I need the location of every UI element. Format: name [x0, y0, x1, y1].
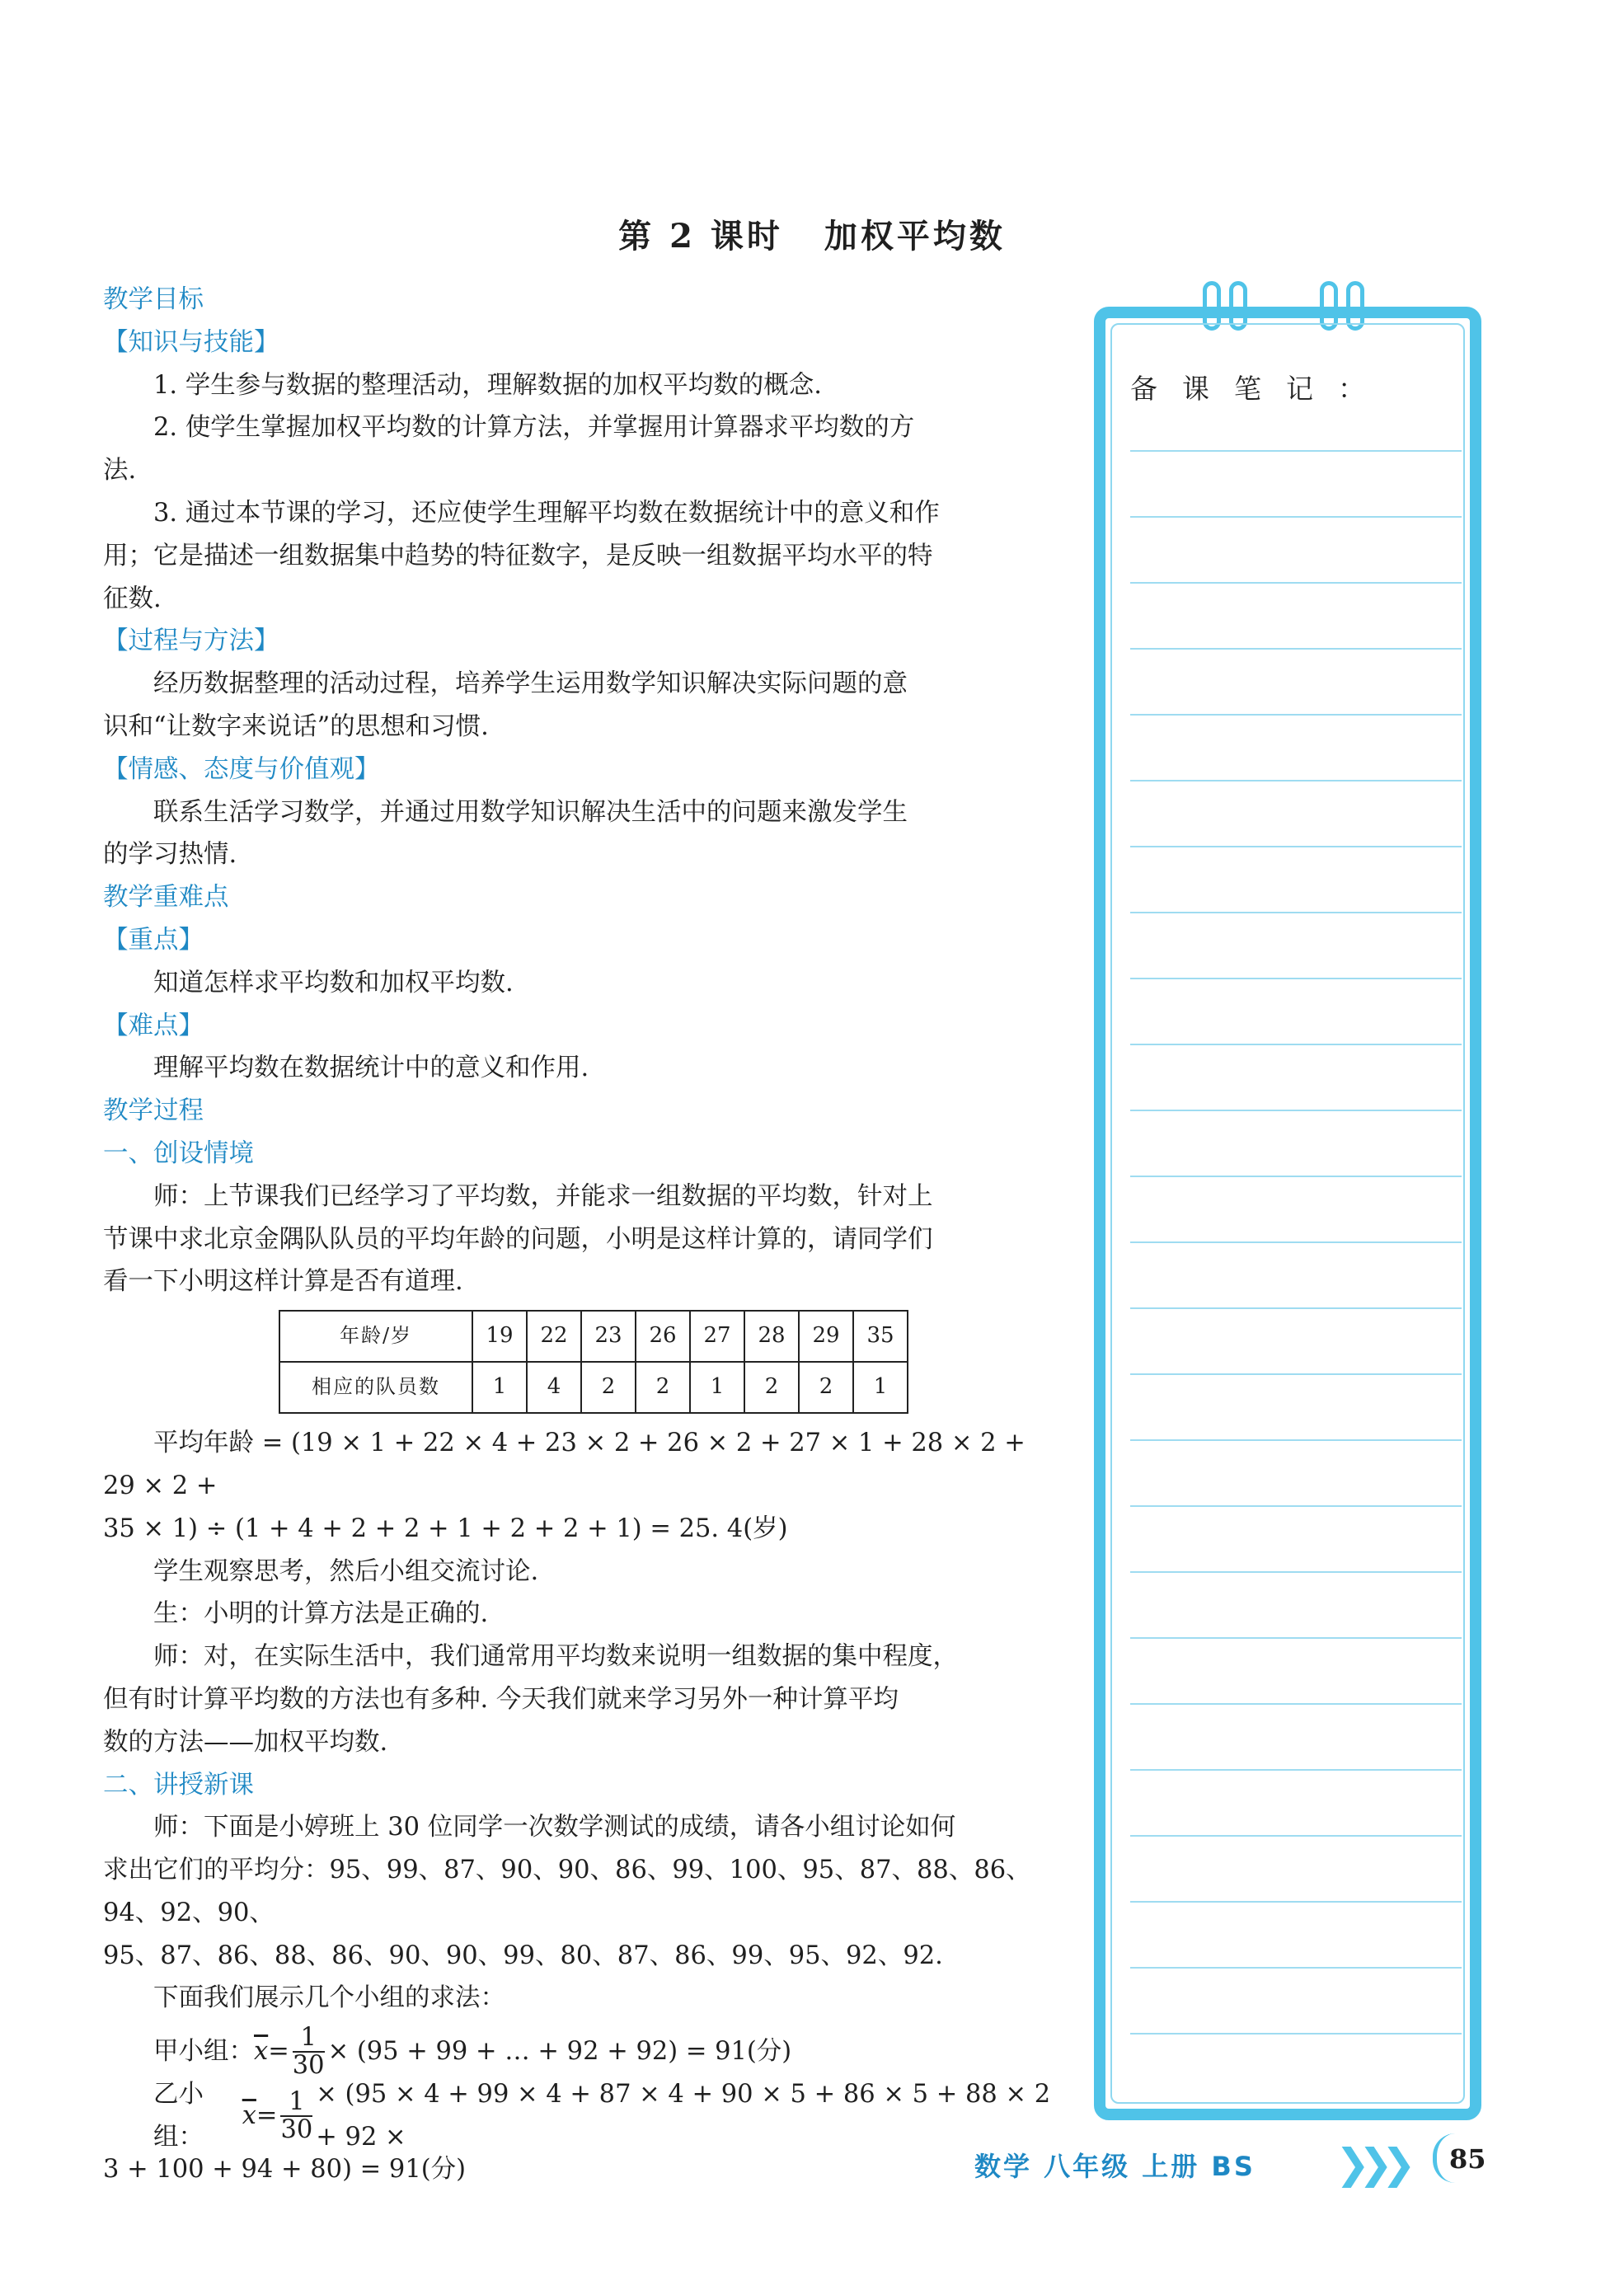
table-row — [279, 1362, 908, 1413]
paragraph: 师：上节课我们已经学习了平均数，并能求一组数据的平均数，针对上 — [153, 1181, 933, 1211]
paragraph: 经历数据整理的活动过程，培养学生运用数学知识解决实际问题的意 — [153, 669, 908, 699]
table-cell: 29 — [799, 1311, 853, 1362]
table-cell: 2 — [799, 1362, 853, 1413]
table-cell: 2 — [581, 1362, 636, 1413]
paragraph: 联系生活学习数学，并通过用数学知识解决生活中的问题来激发学生 — [153, 797, 908, 827]
lesson-number: 第 2 课时 — [618, 217, 783, 256]
ruled-line — [1130, 1373, 1462, 1375]
heading-section-1: 一、创设情境 — [103, 1138, 254, 1168]
equals-sign: = — [268, 2037, 289, 2067]
ruled-line — [1130, 450, 1462, 452]
ruled-line — [1130, 1307, 1462, 1309]
table-header-age: 年龄/岁 — [279, 1311, 472, 1362]
fraction — [280, 2089, 312, 2143]
heading-emotion: 【情感、态度与价值观】 — [103, 754, 380, 784]
table-cell: 1 — [472, 1362, 527, 1413]
age-table — [279, 1310, 908, 1414]
table-cell: 4 — [527, 1362, 581, 1413]
group-a-expression: × (95 + 99 + … + 92 + 92) = 91(分) — [327, 2037, 792, 2067]
equals-sign: = — [256, 2101, 278, 2131]
ruled-line — [1130, 648, 1462, 650]
ruled-line — [1130, 1505, 1462, 1507]
paragraph: 师：对，在实际生活中，我们通常用平均数来说明一组数据的集中程度， — [153, 1642, 958, 1672]
ruled-line — [1130, 1901, 1462, 1903]
formula-group-b-cont: 3 + 100 + 94 + 80) = 91(分) — [103, 2155, 467, 2185]
notes-label: 备课笔记： — [1130, 373, 1390, 405]
ruled-line — [1130, 1044, 1462, 1045]
group-b-label: 乙小组： — [153, 2080, 204, 2152]
ruled-line — [1130, 2033, 1462, 2035]
heading-process: 【过程与方法】 — [103, 627, 279, 656]
table-cell: 23 — [581, 1311, 636, 1362]
paragraph: 求出它们的平均分：95、99、87、90、90、86、99、100、95、87、88、86、94、92、90、 — [103, 1856, 1031, 1927]
table-cell: 2 — [636, 1362, 690, 1413]
paragraph: 看一下小明这样计算是否有道理. — [103, 1267, 463, 1297]
group-a-label: 甲小组： — [153, 2037, 254, 2067]
paragraph: 用；它是描述一组数据集中趋势的特征数字，是反映一组数据平均水平的特 — [103, 541, 933, 570]
lesson-notes-panel — [1094, 307, 1481, 2120]
fraction-numerator: 1 — [280, 2089, 312, 2117]
paragraph: 法. — [103, 456, 137, 486]
paragraph: 理解平均数在数据统计中的意义和作用. — [153, 1054, 589, 1083]
paragraph: 下面我们展示几个小组的求法： — [153, 1983, 505, 2013]
heading-knowledge: 【知识与技能】 — [103, 327, 279, 357]
formula-group-b — [103, 2080, 1051, 2152]
ruled-line — [1130, 1571, 1462, 1573]
table-row — [279, 1311, 908, 1362]
mean-symbol: $\overline{x}$ — [254, 2037, 269, 2067]
table-cell: 1 — [853, 1362, 908, 1413]
formula-average-age-cont: 35 × 1) ÷ (1 + 4 + 2 + 2 + 1 + 2 + 2 + 1) = 25. 4(岁) — [103, 1514, 788, 1543]
heading-difficult: 【难点】 — [103, 1011, 204, 1040]
ruled-line — [1130, 978, 1462, 979]
heading-goals: 教学目标 — [103, 285, 204, 314]
paragraph: 识和“让数字来说话”的思想和习惯. — [103, 711, 489, 741]
chevron-right-icon: ❯❯❯ — [1335, 2140, 1405, 2188]
paragraph: 知道怎样求平均数和加权平均数. — [153, 968, 514, 997]
mean-symbol: $\overline{x}$ — [242, 2101, 256, 2131]
notes-inner-border — [1110, 323, 1465, 2104]
ruled-line — [1130, 714, 1462, 716]
ruled-line — [1130, 1967, 1462, 1969]
paragraph: 师：下面是小婷班上 30 位同学一次数学测试的成绩，请各小组讨论如何 — [153, 1813, 956, 1842]
paragraph: 2. 使学生掌握加权平均数的计算方法，并掌握用计算器求平均数的方 — [153, 413, 915, 443]
group-b-expression: × (95 × 4 + 99 × 4 + 87 × 4 + 90 × 5 + 86 × 5 + 88 × 2 + 92 × — [316, 2080, 1051, 2152]
fraction-denominator: 30 — [280, 2115, 313, 2145]
table-cell: 28 — [744, 1311, 799, 1362]
ruled-line — [1130, 846, 1462, 847]
footer-book-info: 数学 八年级 上册 BS — [974, 2151, 1256, 2182]
lesson-topic: 加权平均数 — [824, 217, 1006, 256]
table-cell: 22 — [527, 1311, 581, 1362]
table-cell: 27 — [690, 1311, 744, 1362]
heading-section-2: 二、讲授新课 — [103, 1770, 254, 1800]
ruled-line — [1130, 1241, 1462, 1243]
paragraph: 95、87、86、88、86、90、90、99、80、87、86、99、95、92、92. — [103, 1941, 943, 1970]
ruled-line — [1130, 1110, 1462, 1111]
ruled-line — [1130, 1835, 1462, 1837]
table-cell: 19 — [472, 1311, 527, 1362]
paragraph: 数的方法——加权平均数. — [103, 1727, 388, 1757]
table-cell: 1 — [690, 1362, 744, 1413]
paragraph: 3. 通过本节课的学习，还应使学生理解平均数在数据统计中的意义和作 — [153, 498, 940, 528]
paragraph: 的学习热情. — [103, 840, 237, 870]
table-cell: 2 — [744, 1362, 799, 1413]
ruled-line — [1130, 582, 1462, 584]
paragraph: 生：小明的计算方法是正确的. — [153, 1599, 489, 1629]
table-cell: 35 — [853, 1311, 908, 1362]
paragraph: 学生观察思考，然后小组交流讨论. — [153, 1556, 539, 1586]
fraction-numerator: 1 — [293, 2025, 325, 2053]
formula-average-age: 平均年龄 = (19 × 1 + 22 × 4 + 23 × 2 + 26 × 2 + 27 × 1 + 28 × 2 + 29 × 2 + — [103, 1429, 1026, 1500]
paragraph: 征数. — [103, 584, 162, 613]
page-number: 85 — [1449, 2143, 1486, 2175]
ruled-line — [1130, 1637, 1462, 1639]
ruled-line — [1130, 1703, 1462, 1705]
paragraph: 节课中求北京金隅队队员的平均年龄的问题，小明是这样计算的，请同学们 — [103, 1224, 933, 1254]
ruled-line — [1130, 1176, 1462, 1177]
heading-procedure: 教学过程 — [103, 1096, 204, 1126]
lesson-title — [0, 210, 1624, 257]
paragraph: 1. 学生参与数据的整理活动，理解数据的加权平均数的概念. — [153, 370, 822, 400]
table-header-count: 相应的队员数 — [279, 1362, 472, 1413]
paragraph: 但有时计算平均数的方法也有多种. 今天我们就来学习另外一种计算平均 — [103, 1684, 899, 1714]
fraction-denominator: 30 — [292, 2051, 325, 2081]
ruled-line — [1130, 1769, 1462, 1771]
ruled-line — [1130, 516, 1462, 518]
table-cell: 26 — [636, 1311, 690, 1362]
fraction — [293, 2025, 325, 2079]
heading-key: 【重点】 — [103, 925, 204, 955]
main-content — [103, 279, 1051, 2191]
heading-keypoints: 教学重难点 — [103, 883, 229, 913]
ruled-line — [1130, 1439, 1462, 1441]
ruled-line — [1130, 780, 1462, 781]
ruled-line — [1130, 912, 1462, 913]
